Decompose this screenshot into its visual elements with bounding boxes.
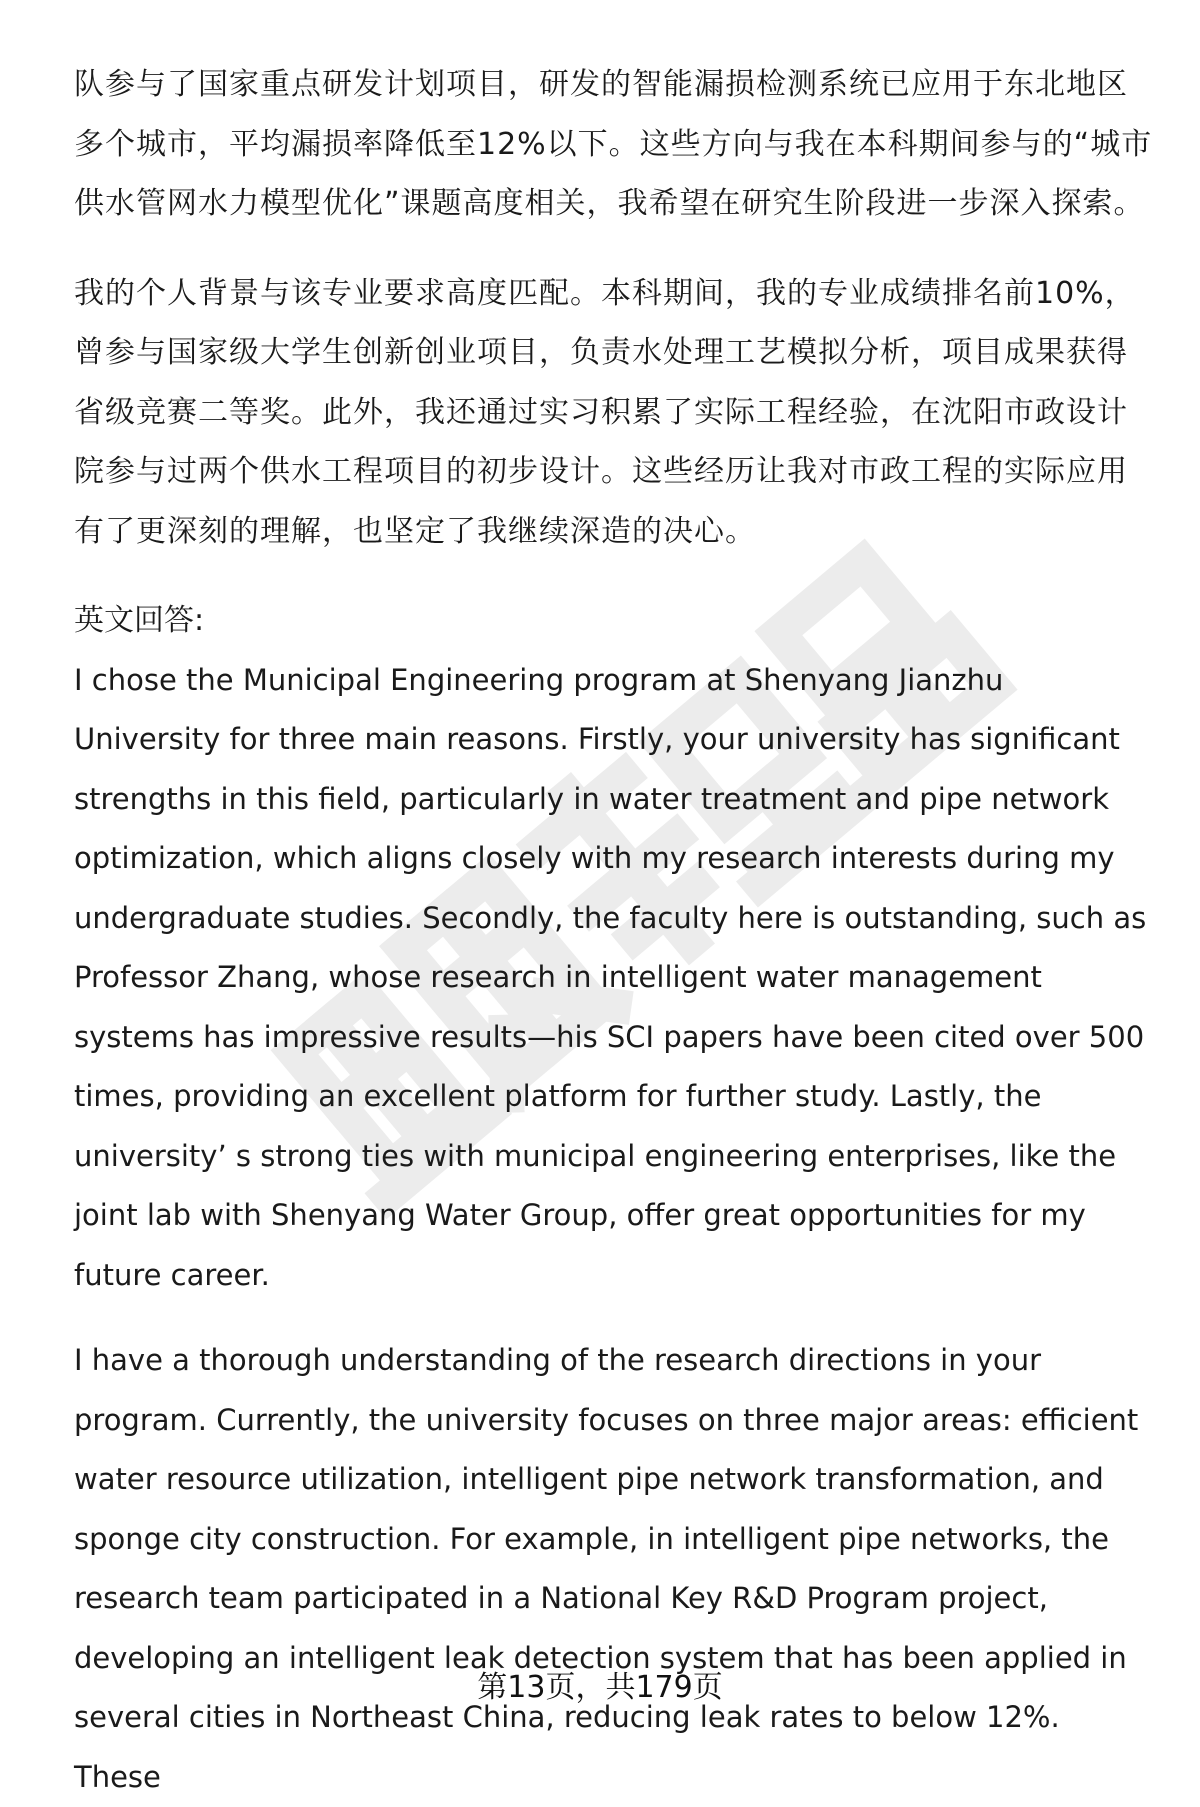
- english-answer-label: 英文回答:: [74, 603, 205, 638]
- page-indicator: 第13页，共179页: [477, 1670, 723, 1705]
- paragraph-cn-2: 我的个人背景与该专业要求高度匹配。本科期间，我的专业成绩排名前10%，曾参与国家级大学生创新创业项目，负责水处理工艺模拟分析，项目成果获得省级竞赛二等奖。此外，我还通过实习积累了实际工程经验，在沈阳市政设计院参与过两个供水工程项目的初步设计。这些经历让我对市政工程的实际应用有了更深刻的理解，也坚定了我继续深造的决心。: [74, 275, 1136, 549]
- paragraph-en-1: I chose the Municipal Engineering program at Shenyang Jianzhu University for three main reasons. Firstly, your university has significant strengths in this field, particularly in water treatment and pipe network optimization, which aligns closely with my research interests during my undergraduate studies. Secondly, the faculty here is outstanding, such as Professor Zhang, whose research in intelligent water management systems has impressive results—his SCI papers have been cited over 500 times, providing an excellent platform for further study. Lastly, the university’ s strong ties with municipal engineering enterprises, like the joint lab with Shenyang Water Group, offer great opportunities for my future career.: [74, 662, 1147, 1292]
- paragraph-en-2: I have a thorough understanding of the research directions in your program. Currently, the university focuses on three major areas: efficient water resource utilization, intelligent pipe network transformation, and sponge city construction. For example, in intelligent pipe networks, the research team participated in a National Key R&D Program project, developing an intelligent leak detection system that has been applied in several cities in Northeast China, reducing leak rates to below 12%. These: [74, 1343, 1139, 1794]
- document-body: [74, 55, 1154, 1807]
- paragraph-cn-1: 队参与了国家重点研发计划项目，研发的智能漏损检测系统已应用于东北地区多个城市，平均漏损率降低至12%以下。这些方向与我在本科期间参与的“城市供水管网水力模型优化”课题高度相关，我希望在研究生阶段进一步深入探索。: [74, 67, 1153, 221]
- page-footer: [0, 1668, 1200, 1708]
